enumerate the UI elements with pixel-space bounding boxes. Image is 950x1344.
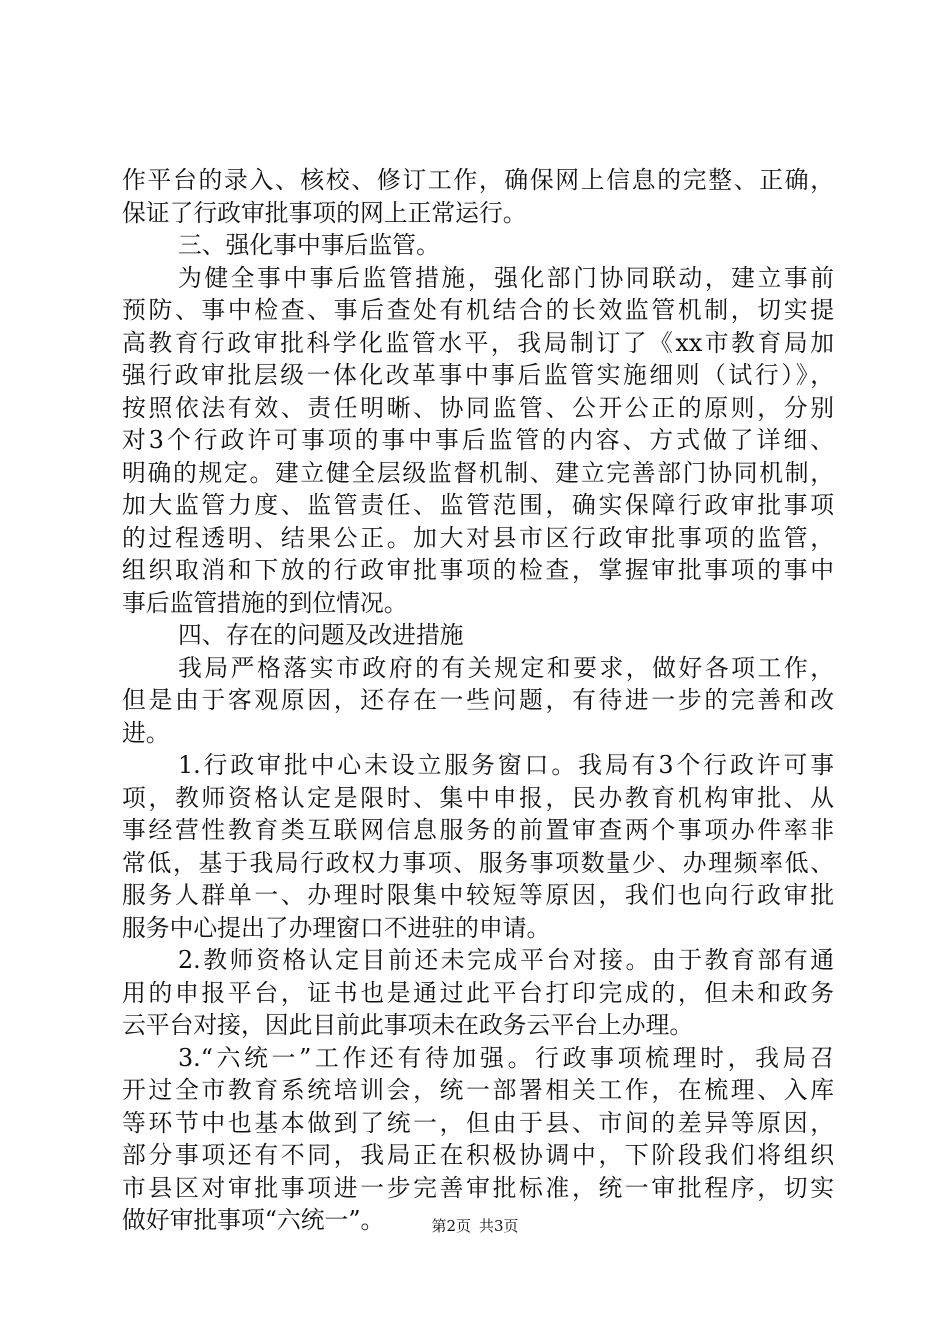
text-line: 用的申报平台，证书也是通过此平台打印完成的，但未和政务 [122, 978, 834, 1007]
text-line: 加大监管力度、监管责任、监管范围，确实保障行政审批事项 [122, 491, 834, 519]
text-line: 明确的规定。建立健全层级监督机制、建立完善部门协同机制， [122, 458, 834, 487]
text-line: 等环节中也基本做到了统一，但由于县、市间的差异等原因， [122, 1108, 834, 1137]
text-line: 服务人群单一、办理时限集中较短等原因，我们也向行政审批 [122, 881, 834, 909]
text-line: 但是由于客观原因，还存在一些问题，有待进一步的完善和改 [122, 686, 834, 714]
text-line: 组织取消和下放的行政审批事项的检查，掌握审批事项的事中 [122, 556, 834, 584]
text-line: 做好审批事项“六统一”。 [122, 1206, 385, 1234]
text-line: 3.“六统一”工作还有待加强。行政事项梳理时，我局召 [178, 1043, 834, 1072]
text-line: 强行政审批层级一体化改革事中事后监管实施细则（试行）》， [122, 361, 834, 389]
section-heading: 三、强化事中事后监管。 [178, 231, 440, 259]
text-line: 服务中心提出了办理窗口不进驻的申请。 [122, 913, 551, 942]
text-line: 按照依法有效、责任明晰、协同监管、公开公正的原则，分别 [122, 393, 834, 422]
text-line: 市县区对审批事项进一步完善审批标准，统一审批程序，切实 [122, 1173, 834, 1202]
document-body [122, 164, 834, 1237]
text-line: 事后监管措施的到位情况。 [122, 588, 408, 617]
page-number: 第2页 [431, 1217, 471, 1235]
text-line: 的过程透明、结果公正。加大对县市区行政审批事项的监管， [122, 523, 834, 552]
text-line: 开过全市教育系统培训会，统一部署相关工作，在梳理、入库 [122, 1076, 834, 1104]
text-line: 2.教师资格认定目前还未完成平台对接。由于教育部有通 [178, 946, 834, 974]
text-line: 对3个行政许可事项的事中事后监管的内容、方式做了详细、 [122, 426, 834, 454]
page-footer [0, 1216, 950, 1236]
text-line: 保证了行政审批事项的网上正常运行。 [122, 198, 527, 227]
section-heading: 四、存在的问题及改进措施 [178, 621, 464, 649]
text-line: 作平台的录入、核校、修订工作，确保网上信息的完整、正确， [122, 166, 834, 194]
text-line: 我局严格落实市政府的有关规定和要求，做好各项工作， [178, 653, 834, 682]
page-total: 共3页 [479, 1217, 519, 1235]
text-line: 项，教师资格认定是限时、集中申报，民办教育机构审批、从 [122, 783, 834, 812]
text-line: 预防、事中检查、事后查处有机结合的长效监管机制，切实提 [122, 296, 834, 324]
text-line: 高教育行政审批科学化监管水平，我局制订了《xx市教育局加 [122, 328, 834, 357]
text-line: 部分事项还有不同，我局正在积极协调中，下阶段我们将组织 [122, 1141, 834, 1169]
text-line: 事经营性教育类互联网信息服务的前置审查两个事项办件率非 [122, 816, 834, 844]
text-line: 云平台对接，因此目前此事项未在政务云平台上办理。 [122, 1011, 694, 1039]
text-line: 进。 [122, 718, 170, 747]
text-line: 常低，基于我局行政权力事项、服务事项数量少、办理频率低、 [122, 848, 834, 877]
text-line: 为健全事中事后监管措施，强化部门协同联动，建立事前 [178, 263, 834, 292]
text-line: 1.行政审批中心未设立服务窗口。我局有3个行政许可事 [178, 751, 834, 779]
